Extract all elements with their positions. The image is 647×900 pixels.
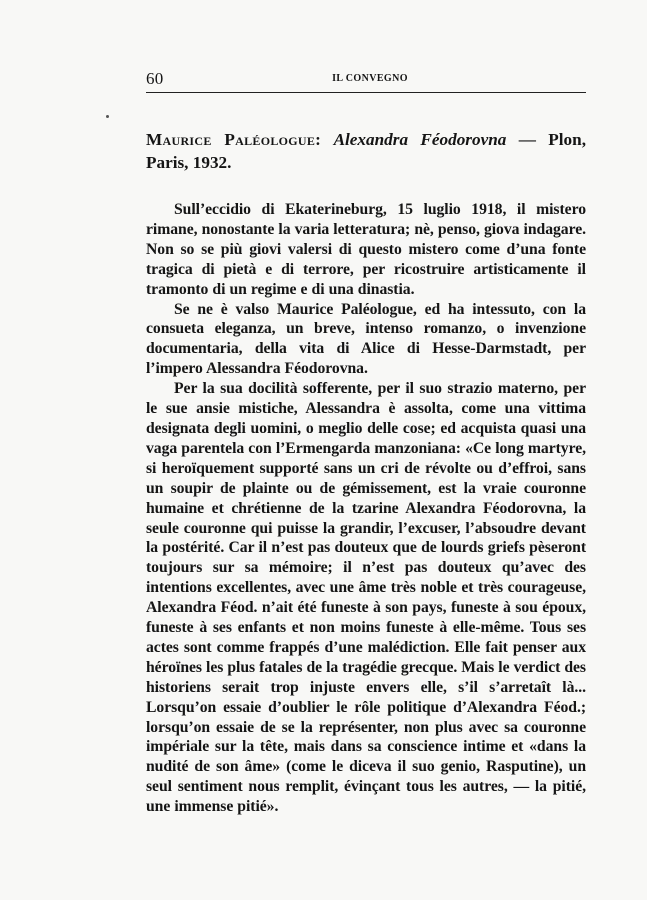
header-rule	[146, 92, 586, 93]
review-author: Maurice Paléologue:	[146, 130, 322, 149]
review-book-title: Alexandra Féodorovna	[333, 130, 507, 149]
main-content	[146, 128, 586, 817]
paragraph-2: Se ne è valso Maurice Paléologue, ed ha intessuto, con la consueta eleganza, un breve, intenso romanzo, o invenzione documentaria, della vita di Alice di Hesse-Darmstadt, per l’impero Alessandra Féodorovna.	[146, 300, 586, 378]
review-publication: — Plon, Paris, 1932.	[146, 130, 586, 172]
page-header	[146, 69, 586, 91]
page-number: 60	[146, 69, 164, 88]
review-entry-heading	[146, 128, 586, 174]
running-title: IL CONVEGNO	[332, 73, 408, 84]
paragraph-3: Per la sua docilità sofferente, per il suo strazio materno, per le sue ansie mistiche, Alessandra è assolta, come una vittima designata degli uomini, o meglio delle cose; ed acquista quasi una vaga parentela con l’Ermengarda manzoniana: «Ce long martyre, si heroïquement supporté sans un cri de révolte ou d’effroi, sans un soupir de plainte ou de gémissement, est la vraie couronne humaine et chrétienne de la tzarine Alexandra Féodorovna, la seule couronne qui puisse la grandir, l’excuser, l’absoudre devant la postérité. Car il n’est pas douteux que de lourds griefs pèseront toujours sur sa mémoire; il n’est pas douteux qu’avec des intentions excellentes, avec une âme très noble et très courageuse, Alexandra Féod. n’ait été funeste à son pays, funeste à sou époux, funeste à ses enfants et non moins funeste à elle-même. Tous ses actes sont comme frappés d’une malédiction. Elle fait penser aux héroïnes les plus fatales de la tragédie grecque. Mais le verdict des historiens serait trop injuste envers elle, s’il s’arretaît là... Lorsqu’on essaie d’oublier le rôle politique d’Alexandra Féod.; lorsqu’on essaie de se la représenter, non plus avec sa couronne impériale sur la tête, mais dans sa conscience intime et «dans la nudité de son âme» (come le diceva il suo genio, Rasputine), un seul sentiment nous remplit, évinçant tous les autres, — la pitié, une immense pitié».	[146, 380, 586, 816]
paragraph-1: Sull’eccidio di Ekaterineburg, 15 luglio 1918, il mistero rimane, nonostante la varia letteratura; nè, penso, giova indagare. Non so se più giovi valersi di questo mistero come d’una fonte tragica di pietà e di terrore, per ricostruire artisticamente il tramonto di un regime e di una dinastia.	[146, 201, 586, 298]
margin-dot	[106, 115, 109, 118]
